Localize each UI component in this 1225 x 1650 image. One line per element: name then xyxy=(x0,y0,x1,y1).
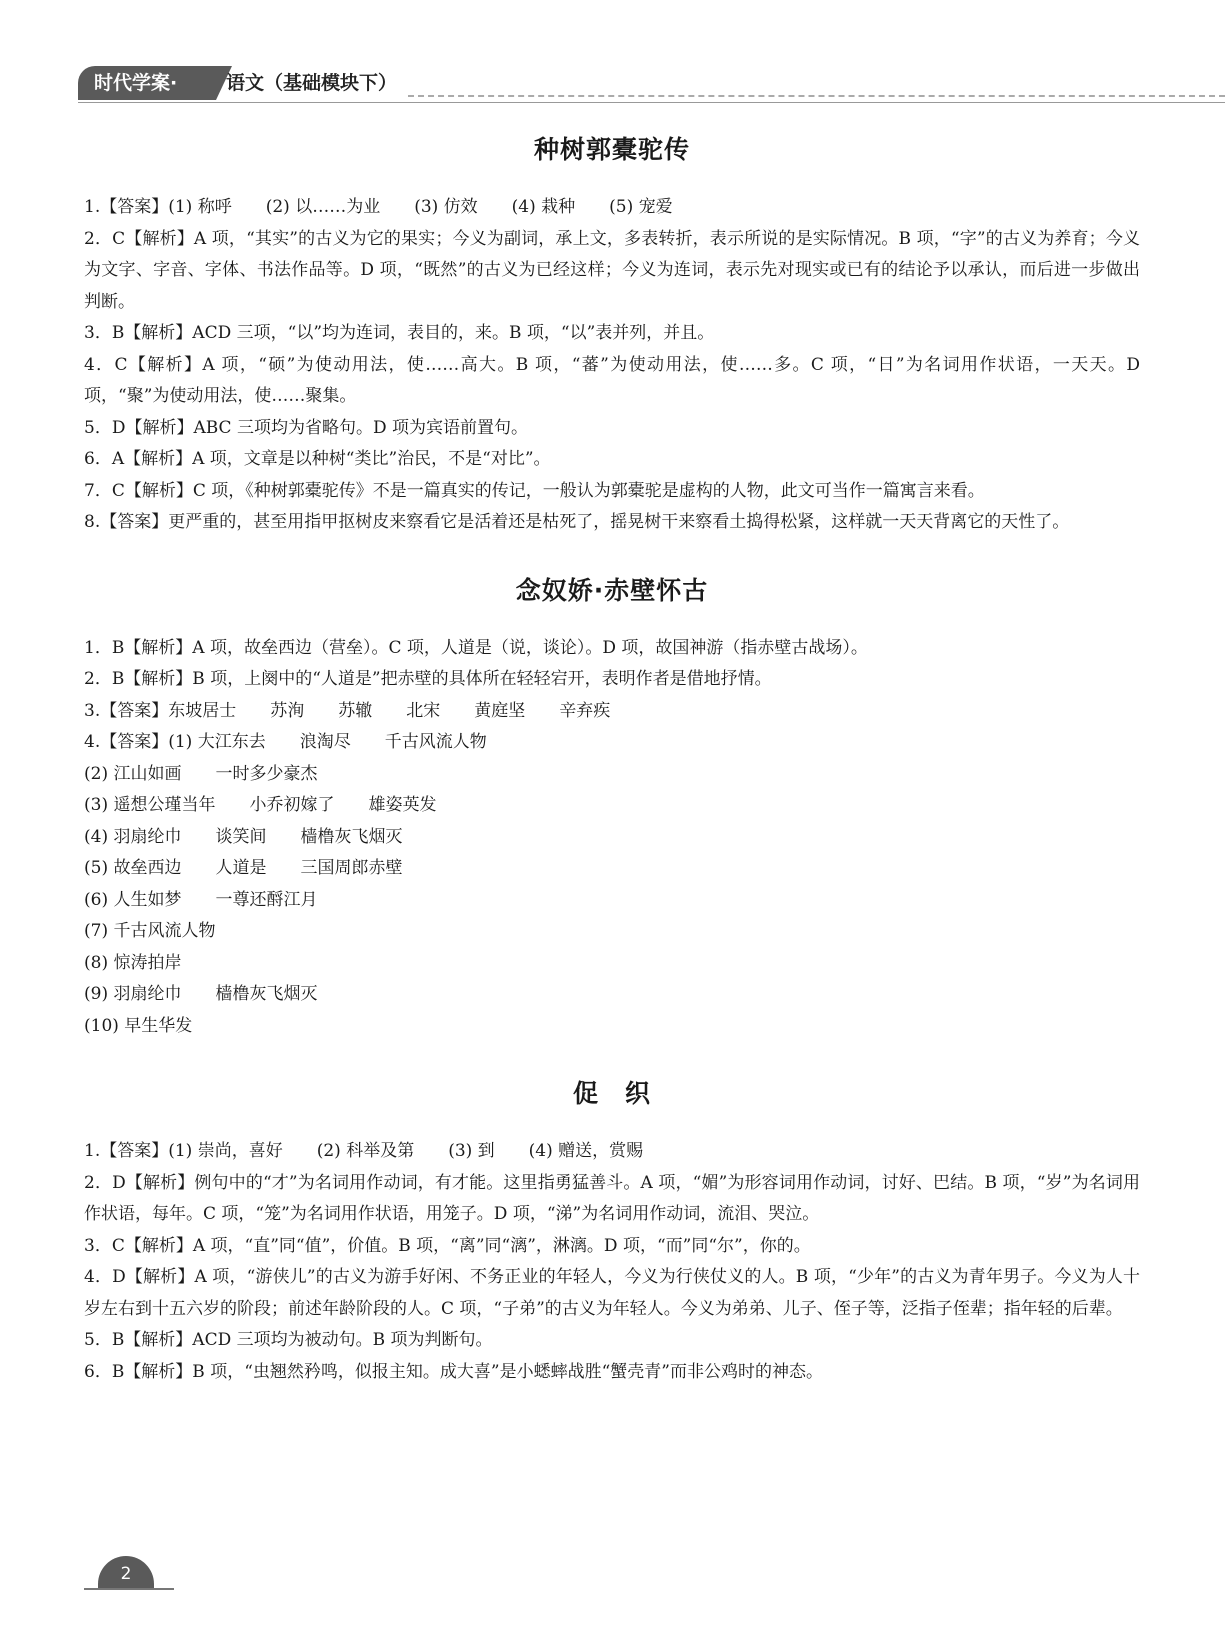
answer-item: (5) 故垒西边 人道是 三国周郎赤壁 xyxy=(84,858,403,878)
header-dashed-rule xyxy=(408,95,1225,97)
page-footer xyxy=(84,1548,174,1588)
answer-item: 3．C【解析】A 项，“直”同“值”，价值。B 项，“离”同“漓”，淋漓。D 项，“而”同“尔”，你的。 xyxy=(84,1235,811,1256)
answer-item: (3) 遥想公瑾当年 小乔初嫁了 雄姿英发 xyxy=(84,795,437,815)
answer-item: 7．C【解析】C 项，《种树郭橐驼传》不是一篇真实的传记，一般认为郭橐驼是虚构的人物，此文可当作一篇寓言来看。 xyxy=(84,480,985,501)
answer-item: (4) 羽扇纶巾 谈笑间 樯橹灰飞烟灭 xyxy=(84,826,403,847)
page-number: 2 xyxy=(98,1556,154,1588)
header-underline xyxy=(78,102,1225,103)
header-subject: 语文（基础模块下） xyxy=(226,72,398,94)
answer-item: 2．D【解析】例句中的“才”为名词用作动词，有才能。这里指勇猛善斗。A 项，“媚”为形容词用作动词，讨好、巴结。B 项，“岁”为名词用作状语，每年。C 项，“笼”为名词用作状语，用笼子。D 项，“涕”为名词用作动词，流泪、哭泣。 xyxy=(84,1172,1140,1224)
answer-item: 4．C【解析】A 项，“硕”为使动用法，使……高大。B 项，“蕃”为使动用法，使……多。C 项，“日”为名词用作状语，一天天。D 项，“聚”为使动用法，使……聚集。 xyxy=(84,354,1140,406)
answer-item: 1.【答案】(1) 称呼 (2) 以……为业 (3) 仿效 (4) 栽种 (5) 宠爱 xyxy=(84,197,673,217)
section-title: 促 织 xyxy=(572,1079,651,1108)
answer-item: 8.【答案】更严重的，甚至用指甲抠树皮来察看它是活着还是枯死了，摇晃树干来察看土捣得松紧，这样就一天天背离它的天性了。 xyxy=(84,512,1070,532)
answer-item: (2) 江山如画 一时多少豪杰 xyxy=(84,763,318,784)
answer-item: (10) 早生华发 xyxy=(84,1015,193,1036)
answer-item: (9) 羽扇纶巾 樯橹灰飞烟灭 xyxy=(84,984,318,1004)
answer-item: 4.【答案】(1) 大江东去 浪淘尽 千古风流人物 xyxy=(84,732,487,752)
answer-section xyxy=(84,571,1140,1043)
answer-item: (6) 人生如梦 一尊还酹江月 xyxy=(84,889,318,910)
answer-section xyxy=(84,1074,1140,1388)
answer-item: 2．C【解析】A 项，“其实”的古义为它的果实；今义为副词，承上文，多表转折，表示所说的是实际情况。B 项，“字”的古义为养育；今义为文字、字音、字体、书法作品等。D 项，“既然”的古义为已经这样；今义为连词，表示先对现实或已有的结论予以承认，而后进一步做出判断。 xyxy=(84,228,1140,312)
answer-item: 1．B【解析】A 项，故垒西边（营垒）。C 项，人道是（说，谈论）。D 项，故国神游（指赤壁古战场）。 xyxy=(84,637,868,658)
page-header xyxy=(78,66,1225,106)
answer-item: 3.【答案】东坡居士 苏洵 苏辙 北宋 黄庭坚 辛弃疾 xyxy=(84,700,611,721)
answer-item: 1.【答案】(1) 崇尚，喜好 (2) 科举及第 (3) 到 (4) 赠送，赏赐 xyxy=(84,1141,644,1161)
answer-item: 6．B【解析】B 项，“虫翘然矜鸣，似报主知。成大喜”是小蟋蟀战胜“蟹壳青”而非公鸡时的神态。 xyxy=(84,1361,823,1382)
answer-item: 5．D【解析】ABC 三项均为省略句。D 项为宾语前置句。 xyxy=(84,417,528,438)
section-title: 念奴娇·赤壁怀古 xyxy=(515,575,709,605)
answer-item: 2．B【解析】B 项，上阕中的“人道是”把赤壁的具体所在轻轻宕开，表明作者是借地抒情。 xyxy=(84,669,772,689)
answer-item: (8) 惊涛拍岸 xyxy=(84,952,182,973)
footer-rule xyxy=(84,1588,174,1590)
answer-item: (7) 千古风流人物 xyxy=(84,921,216,941)
answer-section xyxy=(84,130,1140,539)
section-title: 种树郭橐驼传 xyxy=(533,135,690,164)
answer-item: 5．B【解析】ACD 三项均为被动句。B 项为判断句。 xyxy=(84,1330,493,1350)
answer-item: 3．B【解析】ACD 三项，“以”均为连词，表目的，来。B 项，“以”表并列，并且。 xyxy=(84,323,715,343)
answer-content xyxy=(84,130,1140,1420)
header-brand: 时代学案· xyxy=(78,66,216,100)
answer-item: 4．D【解析】A 项，“游侠儿”的古义为游手好闲、不务正业的年轻人，今义为行侠仗义的人。B 项，“少年”的古义为青年男子。今义为人十岁左右到十五六岁的阶段；前述年龄阶段的人。C 项，“子弟”的古义为年轻人。今义为弟弟、儿子、侄子等，泛指子侄辈；指年轻的后辈。 xyxy=(84,1267,1140,1319)
answer-item: 6．A【解析】A 项，文章是以种树“类比”治民，不是“对比”。 xyxy=(84,449,551,469)
